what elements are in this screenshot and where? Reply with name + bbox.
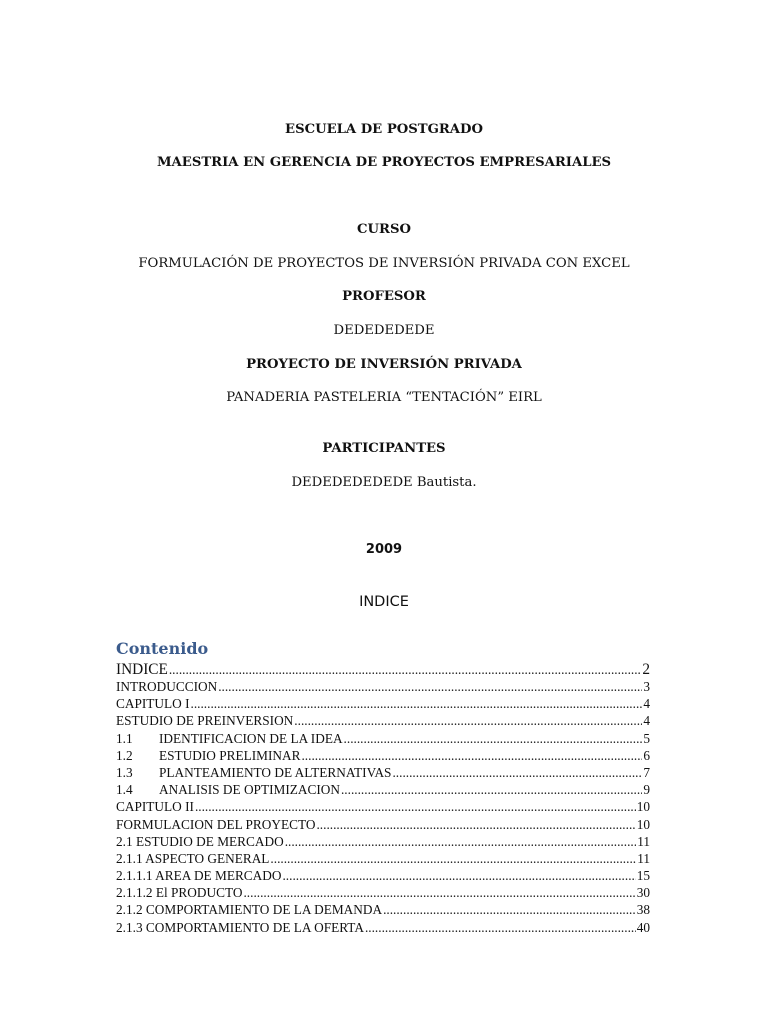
table-of-contents — [116, 662, 650, 937]
toc-entry-label: 2.1.1.1 AREA DE MERCADO — [116, 868, 282, 884]
toc-entry-page: 6 — [643, 747, 650, 763]
toc-entry[interactable] — [116, 679, 650, 696]
toc-entry-page: 30 — [636, 885, 650, 901]
toc-entry-label: CAPITULO II — [116, 799, 194, 815]
toc-entry[interactable] — [116, 782, 650, 799]
toc-entry-number: 1.3 — [116, 764, 133, 780]
toc-entry-number: 1.2 — [116, 747, 133, 763]
toc-entry-page: 2 — [642, 662, 650, 678]
toc-entry-page: 11 — [637, 833, 650, 849]
toc-entry-page: 3 — [643, 679, 650, 694]
toc-dot-leader — [285, 834, 637, 850]
toc-dot-leader — [301, 748, 642, 764]
toc-title: Contenido — [116, 639, 209, 658]
professor-name: DEDEDEDEDE — [333, 323, 435, 338]
toc-entry-page: 10 — [636, 816, 650, 832]
school-name: ESCUELA DE POSTGRADO — [285, 122, 483, 137]
toc-dot-leader — [270, 851, 636, 867]
toc-dot-leader — [243, 885, 635, 901]
toc-entry-page: 10 — [636, 799, 650, 815]
course-name: FORMULACIÓN DE PROYECTOS DE INVERSIÓN PRIVADA CON EXCEL — [138, 256, 630, 271]
toc-dot-leader — [218, 679, 642, 695]
toc-entry-page: 5 — [643, 730, 650, 746]
toc-entry-label: 2.1.1 ASPECTO GENERAL — [116, 850, 270, 866]
toc-dot-leader — [195, 799, 636, 815]
toc-entry-label: 2.1.3 COMPORTAMIENTO DE LA OFERTA — [116, 919, 364, 935]
toc-entry-page: 11 — [637, 850, 650, 866]
toc-dot-leader — [365, 920, 636, 936]
toc-entry-label: ESTUDIO DE PREINVERSION — [116, 713, 294, 729]
toc-entry-label: 2.1.1.2 El PRODUCTO — [116, 885, 243, 901]
toc-entry-page: 4 — [643, 696, 650, 712]
toc-dot-leader — [341, 782, 642, 798]
toc-entry-label: INTRODUCCION — [116, 679, 218, 694]
indice-heading: INDICE — [359, 594, 409, 610]
toc-entry[interactable] — [116, 662, 650, 679]
toc-entry-label: CAPITULO I — [116, 696, 190, 712]
toc-entry-label: PLANTEAMIENTO DE ALTERNATIVAS — [159, 764, 392, 780]
participant-name: DEDEDEDEDEDE Bautista. — [291, 475, 477, 490]
toc-dot-leader — [294, 713, 642, 729]
toc-entry-page: 40 — [636, 919, 650, 935]
toc-entry[interactable] — [116, 902, 650, 919]
toc-entry[interactable] — [116, 748, 650, 765]
toc-entry-label: INDICE — [116, 662, 168, 678]
project-label: PROYECTO DE INVERSIÓN PRIVADA — [246, 357, 522, 372]
toc-entry[interactable] — [116, 696, 650, 713]
toc-entry-label: 2.1 ESTUDIO DE MERCADO — [116, 833, 284, 849]
participants-label: PARTICIPANTES — [322, 441, 446, 456]
toc-entry-label: 2.1.2 COMPORTAMIENTO DE LA DEMANDA — [116, 902, 383, 918]
toc-entry-number: 1.1 — [116, 730, 133, 746]
toc-dot-leader — [191, 696, 643, 712]
toc-dot-leader — [383, 902, 636, 918]
toc-entry[interactable] — [116, 920, 650, 937]
toc-entry[interactable] — [116, 834, 650, 851]
course-label: CURSO — [357, 222, 411, 237]
year: 2009 — [365, 542, 403, 557]
toc-entry[interactable] — [116, 817, 650, 834]
toc-entry-number: 1.4 — [116, 782, 133, 798]
toc-dot-leader — [344, 731, 643, 747]
project-name: PANADERIA PASTELERIA “TENTACIÓN” EIRL — [226, 390, 542, 405]
toc-entry-page: 9 — [643, 782, 650, 798]
professor-label: PROFESOR — [342, 289, 426, 304]
toc-dot-leader — [169, 662, 642, 678]
toc-entry[interactable] — [116, 851, 650, 868]
toc-dot-leader — [316, 817, 635, 833]
toc-entry-label: IDENTIFICACION DE LA IDEA — [159, 730, 343, 746]
toc-entry[interactable] — [116, 765, 650, 782]
program-name: MAESTRIA EN GERENCIA DE PROYECTOS EMPRESARIALES — [156, 155, 612, 170]
toc-dot-leader — [282, 868, 635, 884]
toc-entry[interactable] — [116, 868, 650, 885]
toc-entry[interactable] — [116, 799, 650, 816]
toc-entry-label: FORMULACION DEL PROYECTO — [116, 816, 316, 832]
toc-entry[interactable] — [116, 731, 650, 748]
toc-entry-page: 4 — [643, 713, 650, 729]
toc-entry[interactable] — [116, 713, 650, 730]
toc-entry-page: 7 — [643, 764, 650, 780]
toc-entry-page: 38 — [636, 902, 650, 918]
toc-dot-leader — [392, 765, 642, 781]
toc-entry-label: ESTUDIO PRELIMINAR — [159, 747, 301, 763]
toc-entry-page: 15 — [636, 868, 650, 884]
toc-entry[interactable] — [116, 885, 650, 902]
toc-entry-label: ANALISIS DE OPTIMIZACION — [159, 782, 340, 798]
